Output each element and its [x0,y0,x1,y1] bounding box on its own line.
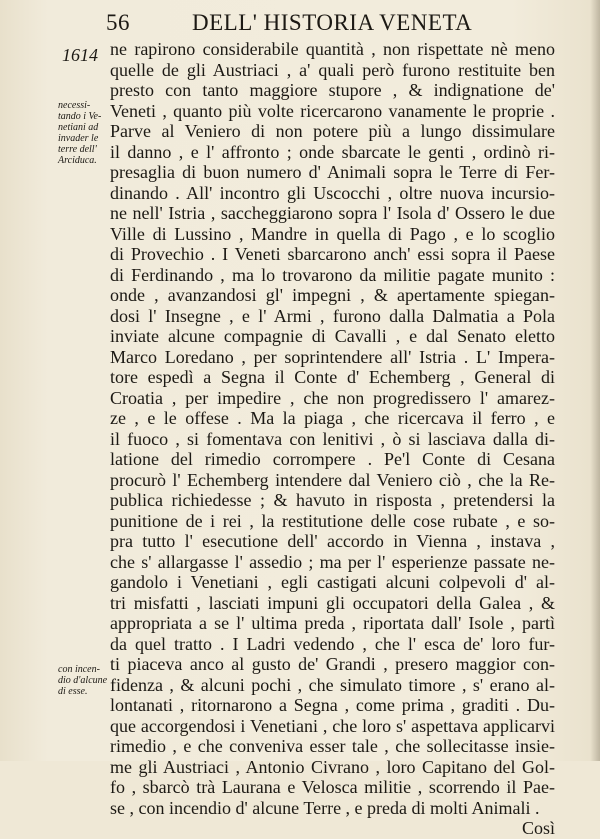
text-line: da quel tratto . I Ladri vedendo , che l' esca de' loro fur- [110,633,555,654]
margin-note [58,100,108,166]
text-line: fidenza , & alcuni pochi , che simulato timore , s' erano al- [110,674,555,695]
text-line: Croatia , per impedire , che non progredissero l' amarez- [110,387,555,408]
catchword: Così [521,818,555,838]
margin-note-line: dio d'alcune [58,675,108,686]
text-line: di Ferdinando , ma lo trovarono da militie pagate munito : [110,264,555,285]
text-line: lontanati , ritornarono a Segna , come prima , graditi . Du- [110,695,555,715]
text-line: Ville di Lussino , Mandre in quella di Pago , e lo scoglio [110,223,555,244]
margin-note-line: Arciduca. [58,155,97,166]
text-line: presto con tanto maggiore stupore , & indignatione de' [110,80,555,100]
margin-note-line: invader le [58,133,99,144]
text-line: que accorgendosi i Venetiani , che loro s' aspettava applicarvi [110,715,555,736]
text-line: che s' allargasse l' assedio ; ma per l' esperienze passate ne- [110,551,555,572]
text-line: fo , sbarcò trà Laurana e Velosca militie , scorrendo il Pae- [110,777,555,797]
page-edge-shadow [590,0,600,761]
text-line: rimedio , e che conveniva esser tale , che sollecitasse insie- [110,736,555,756]
margin-note-line: con incen- [58,664,100,675]
text-line: inviate alcune compagnie di Cavalli , e dal Senato eletto [110,326,555,346]
margin-note-line: netiani ad [58,122,99,133]
text-line: me gli Austriaci , Antonio Civrano , loro Capitano del Gol- [110,756,555,777]
text-line: punitione de i rei , la restitutione delle cose rubate , e so- [110,510,555,531]
text-line: tore espedì a Segna il Conte d' Echemberg , General di [110,367,555,387]
margin-note-line: necessi- [58,100,91,111]
text-line: tri misfatti , lasciati impuni gli occupatori della Galea , & [110,592,555,613]
text-line: ti piaceva anco al gusto de' Grandi , presero maggior con- [110,654,555,674]
text-line: dinando . All' incontro gli Uscocchi , oltre nuova incursio- [110,182,555,203]
text-line: quelle de gli Austriaci , a' quali però furono restituite ben [110,59,555,80]
text-line: Parve al Veniero di non potere più a lungo dissimulare [110,121,555,141]
text-line: appropriata a se l' ultima preda , riportata dall' Isole , partì [110,613,555,633]
text-line: se , con incendio d' alcune Terre , e preda di molti Animali . [110,797,540,818]
text-line: procurò l' Echemberg intendere dal Veniero ciò , che la Re- [110,469,555,490]
text-line: presaglia di buon numero d' Animali sopra le Terre di Fer- [110,162,555,182]
text-line: pra tutto l' esecutione dell' accordo in Vienna , instava , [110,531,555,551]
text-line: gandolo i Venetiani , egli castigati alcuni colpevoli d' al- [110,572,555,592]
text-line: Veneti , quanto più volte ricercarono vanamente le proprie . [110,100,555,121]
text-line: publica richiedesse ; & havuto in risposta , pretendersi la [110,490,555,510]
running-title: DELL' HISTORIA VENETA [192,10,473,35]
text-line: ne nell' Istria , saccheggiarono sopra l' Isola d' Ossero le due [110,203,555,223]
text-line: il fuoco , si fomentava con lenitivi , ò si lasciava dalla di- [110,428,555,449]
margin-note [58,664,108,697]
margin-year: 1614 [62,45,98,65]
text-line: ze , e le offese . Ma la piaga , che ricercava il ferro , e [110,408,555,428]
margin-note-line: di esse. [58,686,88,697]
text-line: Marco Loredano , per soprintendere all' Istria . L' Impera- [110,346,555,367]
body-text [110,39,555,839]
margin-note-line: terre dell' [58,144,97,155]
text-line: il danno , e l' affronto ; onde sbarcate le genti , ordinò ri- [110,141,555,162]
text-line: onde , avanzandosi gl' impegni , & apertamente spiegan- [110,285,555,305]
running-head [106,10,560,36]
page-number: 56 [106,10,130,35]
text-line: ne rapirono considerabile quantità , non rispettate nè meno [110,39,555,59]
margin-note-line: tando i Ve- [58,111,102,122]
text-line: di Provechio . I Veneti sbarcarono anch' essi sopra il Paese [110,244,555,264]
text-line: dosi l' Insegne , e l' Armi , furono dalla Dalmatia a Pola [110,305,555,326]
text-line: latione del rimedio corrompere . Pe'l Conte di Cesana [110,449,555,469]
